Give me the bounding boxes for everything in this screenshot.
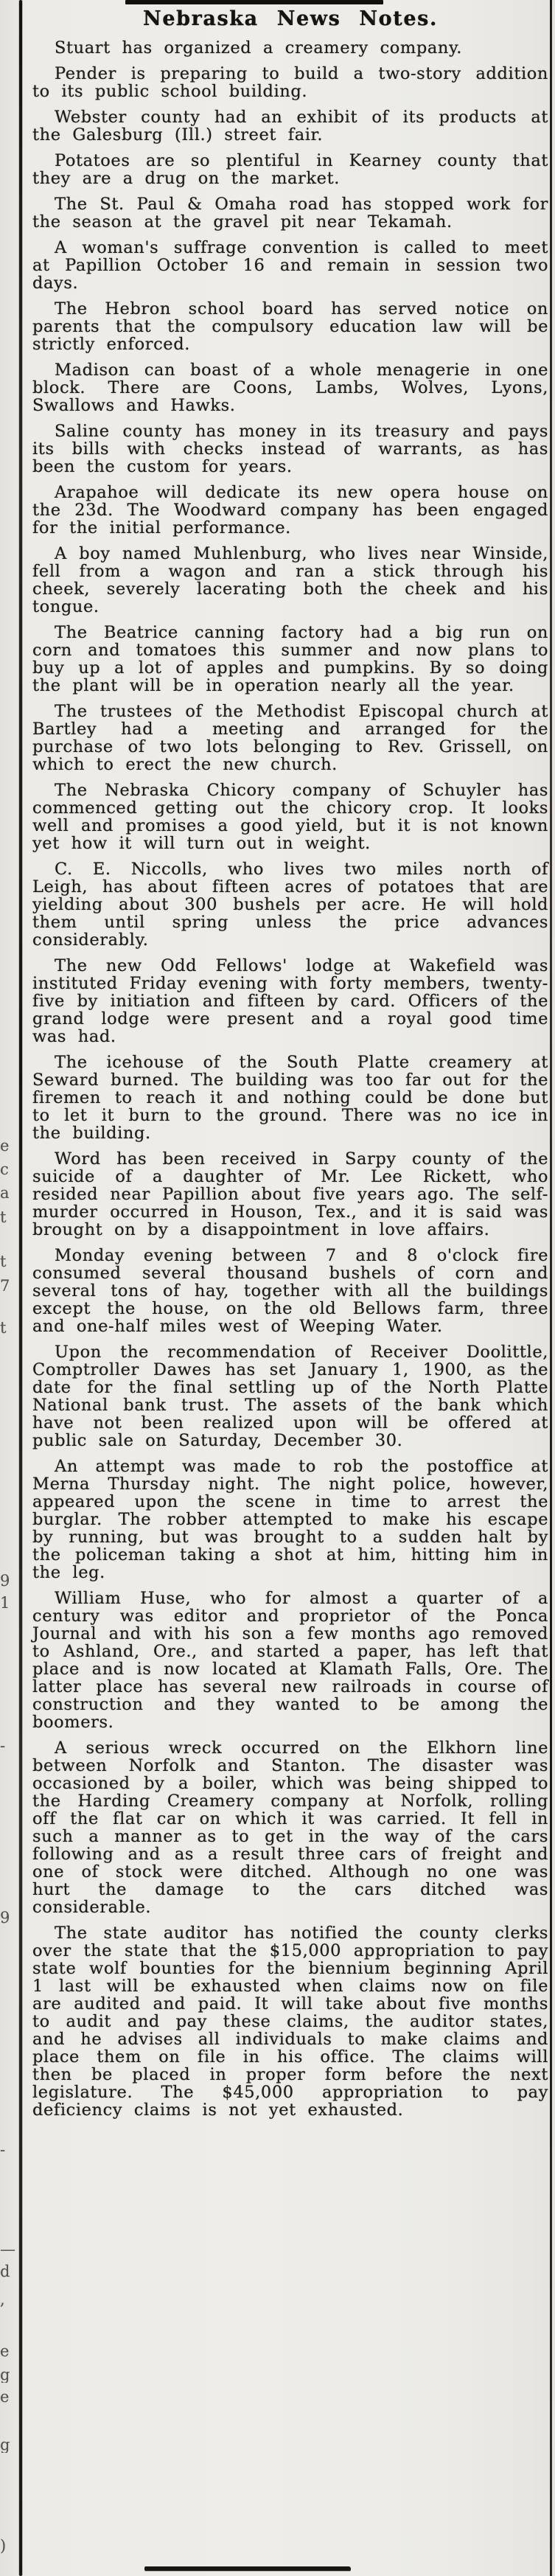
stray-glyph: t <box>0 1320 7 1336</box>
news-item: The Hebron school board has served notice on parents that the compulsory education law will be strictly enforced. <box>32 299 548 354</box>
news-item: The Nebraska Chicory company of Schuyler has commenced getting out the chicory crop. It looks well and promises a good yield, but it is not known yet how it will turn out in weight. <box>32 781 548 853</box>
stray-glyph: g <box>0 2367 10 2383</box>
news-item: A serious wreck occurred on the Elkhorn line between Norfolk and Stanton. The disaster was occasioned by a boiler, which was being shipped to the Harding Creamery company at Norfolk, rolling off the flat car on which it was carried. It fell in such a manner as to get in the way of the cars following and as a result three cars of freight and one of stock were ditched. Although no one was hurt the damage to the cars ditched was considerable. <box>32 1738 548 1917</box>
stray-glyph: 9 <box>0 1573 10 1589</box>
news-item: Monday evening between 7 and 8 o'clock fire consumed several thousand bushels of corn and several tons of hay, together with all the buildings except the house, on the old Bellows farm, three and one-half miles west of Weeping Water. <box>32 1246 548 1336</box>
stray-glyph: e <box>0 1138 10 1154</box>
news-item: Saline county has money in its treasury and pays its bills with checks instead of warrants, as has been the custom for years. <box>32 422 548 476</box>
news-item: A woman's suffrage convention is called to meet at Papillion October 16 and remain in session two days. <box>32 238 548 293</box>
stray-glyph: t <box>0 1253 7 1270</box>
left-column-rule <box>19 0 22 2576</box>
stray-glyph: c <box>0 1161 9 1177</box>
stray-glyph: - <box>0 1738 6 1754</box>
stray-glyph: e <box>0 2343 10 2359</box>
stray-glyph: 7 <box>0 1278 10 1294</box>
news-item: The trustees of the Methodist Episcopal church at Bartley had a meeting and arranged for the purchase of two lots belonging to Rev. Grissell, on which to erect the new church. <box>32 702 548 774</box>
news-item: The St. Paul & Omaha road has stopped work for the season at the gravel pit near Tekamah. <box>32 195 548 232</box>
news-item: The icehouse of the South Platte creamery at Seward burned. The building was too far out for the firemen to reach it and nothing could be done but to let it burn to the ground. There was no ice in the building. <box>32 1053 548 1143</box>
news-item: Pender is preparing to build a two-story addition to its public school building. <box>32 64 548 101</box>
news-item: Stuart has organized a creamery company. <box>55 38 463 58</box>
news-item: C. E. Niccolls, who lives two miles north of Leigh, has about fifteen acres of potatoes that are yielding about 300 bushels per acre. He will hold them until spring unless the price advances considerably. <box>32 860 548 950</box>
news-item: Arapahoe will dedicate its new opera house on the 23d. The Woodward company has been engaged for the initial performance. <box>32 483 548 537</box>
stray-glyph: t <box>0 1209 7 1225</box>
stray-glyph: 1 <box>0 1595 10 1611</box>
news-item: Madison can boast of a whole menagerie in one block. There are Coons, Lambs, Wolves, Lyons, Swallows and Hawks. <box>32 361 548 415</box>
stray-glyph: a <box>0 1185 10 1201</box>
news-item: The new Odd Fellows' lodge at Wakefield was instituted Friday evening with forty members, twenty-five by initiation and fifteen by card. Officers of the grand lodge were present and a royal good time was had. <box>32 956 548 1046</box>
news-item: The state auditor has notified the county clerks over the state that the $15,000 appropriation to pay state wolf bounties for the biennium beginning April 1 last will be exhausted when claims now on file are audited and paid. It will take about five months to audit and pay these claims, the auditor states, and he advises all individuals to make claims and place them on file in his office. The claims will then be placed in proper form before the next legislature. The $45,000 appropriation to pay deficiency claims is not yet exhausted. <box>32 1924 548 2120</box>
article-title: Nebraska News Notes. <box>143 7 438 30</box>
bottom-section-rule <box>144 2566 351 2571</box>
stray-glyph: — <box>0 2241 15 2258</box>
news-item: The Beatrice canning factory had a big run on corn and tomatoes this summer and now plans to buy up a lot of apples and pumpkins. By so doing the plant will be in operation nearly all the year. <box>32 623 548 695</box>
stray-glyph: - <box>0 2142 6 2158</box>
news-item: Webster county had an exhibit of its products at the Galesburg (Ill.) street fair. <box>32 108 548 145</box>
news-item: An attempt was made to rob the postoffice at Merna Thursday night. The night police, however, appeared upon the scene in time to arrest the burglar. The robber attempted to make his escape by running, but was brought to a sudden halt by the policeman taking a shot at him, hitting him in the leg. <box>32 1457 548 1582</box>
stray-glyph: e <box>0 2389 10 2405</box>
stray-glyph: d <box>0 2263 10 2280</box>
news-item: William Huse, who for almost a quarter of a century was editor and proprietor of the Ponca Journal and with his son a few months ago removed to Ashland, Ore., and started a paper, has left that place and is now located at Klamath Falls, Ore. The latter place has several new railroads in course of construction and they wanted to be among the boomers. <box>32 1589 548 1732</box>
stray-glyph: g <box>0 2437 10 2453</box>
right-column-rule <box>550 0 552 2576</box>
news-column <box>32 6 548 2119</box>
top-section-rule <box>125 0 383 4</box>
news-item: Upon the recommendation of Receiver Doolittle, Comptroller Dawes has set January 1, 1900, as the date for the final settling up of the North Platte National bank trust. The assets of the bank which have not been realized upon will be offered at public sale on Saturday, December 30. <box>32 1343 548 1450</box>
news-item: Word has been received in Sarpy county of the suicide of a daughter of Mr. Lee Rickett, who resided near Papillion about five years ago. The self-murder occurred in Houson, Tex., and it is said was brought on by a disappointment in love affairs. <box>32 1149 548 1239</box>
news-item: A boy named Muhlenburg, who lives near Winside, fell from a wagon and ran a stick through his cheek, severely lacerating both the cheek and his tongue. <box>32 544 548 616</box>
news-item: Potatoes are so plentiful in Kearney county that they are a drug on the market. <box>32 151 548 188</box>
stray-glyph: , <box>0 2291 5 2308</box>
stray-glyph: ) <box>0 2538 7 2554</box>
stray-glyph: 9 <box>0 1910 10 1926</box>
